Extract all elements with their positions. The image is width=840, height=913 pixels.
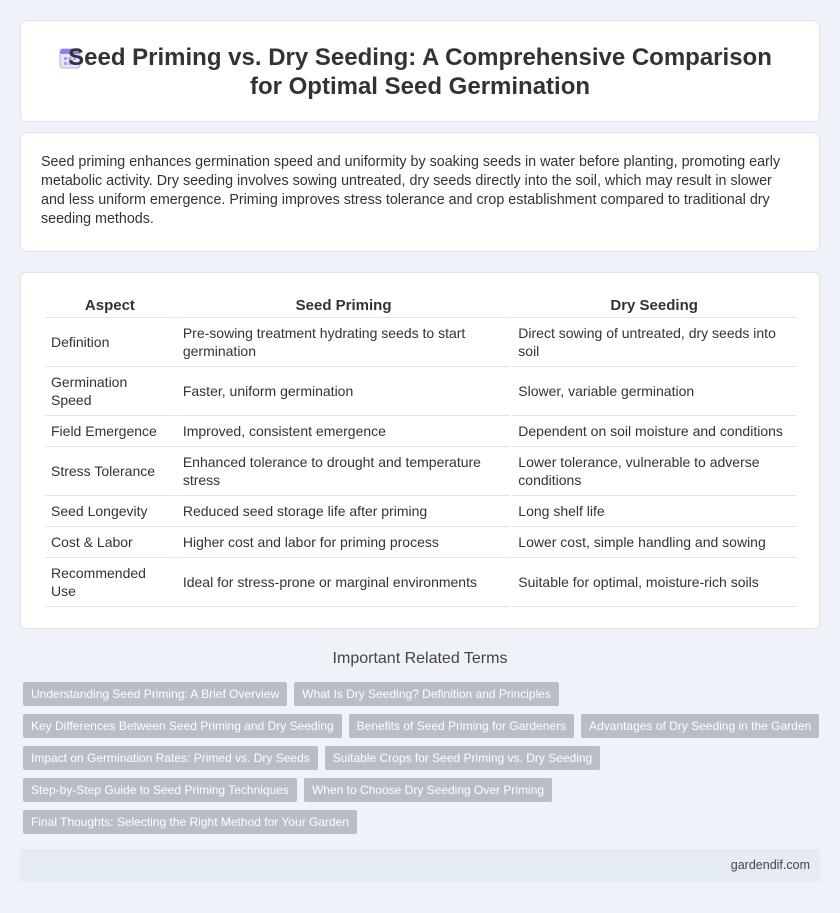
footer-site-name[interactable]: gardendif.com	[730, 858, 810, 872]
comparison-table	[43, 295, 798, 607]
table-cell: Improved, consistent emergence	[177, 416, 510, 447]
related-term-tag[interactable]: When to Choose Dry Seeding Over Priming	[304, 778, 552, 802]
table-cell: Suitable for optimal, moisture-rich soils	[512, 558, 796, 607]
table-cell: Faster, uniform germination	[177, 367, 510, 416]
tag-row	[23, 810, 823, 834]
related-terms-heading: Important Related Terms	[332, 650, 508, 667]
related-terms-list	[23, 682, 823, 842]
table-row	[45, 318, 796, 367]
footer	[20, 849, 820, 882]
table-cell: Ideal for stress-prone or marginal environments	[177, 558, 510, 607]
table-row	[45, 367, 796, 416]
intro-card	[20, 132, 820, 252]
related-term-tag[interactable]: Understanding Seed Priming: A Brief Overview	[23, 682, 287, 706]
related-term-tag[interactable]: Advantages of Dry Seeding in the Garden	[581, 714, 819, 738]
table-row	[45, 558, 796, 607]
table-cell: Definition	[45, 318, 175, 367]
intro-paragraph: Seed priming enhances germination speed and uniformity by soaking seeds in water before planting, promoting early metabolic activity. Dry seeding involves sowing untreated, dry seeds directly into the soil, which may result in slower and less uniform emergence. Priming improves stress tolerance and crop establishment compared to traditional dry seeding methods.	[41, 154, 781, 227]
table-row	[45, 496, 796, 527]
table-cell: Higher cost and labor for priming process	[177, 527, 510, 558]
table-cell: Long shelf life	[512, 496, 796, 527]
related-term-tag[interactable]: Suitable Crops for Seed Priming vs. Dry Seeding	[325, 746, 600, 770]
table-cell: Lower cost, simple handling and sowing	[512, 527, 796, 558]
table-cell: Field Emergence	[45, 416, 175, 447]
table-cell: Direct sowing of untreated, dry seeds into soil	[512, 318, 796, 367]
related-term-tag[interactable]: What Is Dry Seeding? Definition and Principles	[294, 682, 559, 706]
table-cell: Stress Tolerance	[45, 447, 175, 496]
table-cell: Reduced seed storage life after priming	[177, 496, 510, 527]
table-header-row	[45, 295, 796, 318]
tag-row	[23, 682, 823, 706]
table-row	[45, 447, 796, 496]
table-cell: Slower, variable germination	[512, 367, 796, 416]
table-row	[45, 416, 796, 447]
table-cell: Dependent on soil moisture and conditions	[512, 416, 796, 447]
table-cell: Seed Longevity	[45, 496, 175, 527]
header-card	[20, 20, 820, 122]
table-cell: Recommended Use	[45, 558, 175, 607]
page-title: Seed Priming vs. Dry Seeding: A Comprehensive Comparison for Optimal Seed Germination	[68, 44, 772, 100]
table-cell: Cost & Labor	[45, 527, 175, 558]
related-term-tag[interactable]: Final Thoughts: Selecting the Right Method for Your Garden	[23, 810, 357, 834]
table-cell: Lower tolerance, vulnerable to adverse conditions	[512, 447, 796, 496]
column-header-dry-seeding: Dry Seeding	[512, 295, 796, 318]
table-row	[45, 527, 796, 558]
column-header-aspect: Aspect	[45, 295, 175, 318]
column-header-seed-priming: Seed Priming	[177, 295, 510, 318]
table-cell: Enhanced tolerance to drought and temperature stress	[177, 447, 510, 496]
table-cell: Germination Speed	[45, 367, 175, 416]
tag-row	[23, 746, 823, 770]
comparison-card	[20, 272, 820, 629]
table-cell: Pre-sowing treatment hydrating seeds to start germination	[177, 318, 510, 367]
tag-row	[23, 714, 823, 738]
related-term-tag[interactable]: Impact on Germination Rates: Primed vs. Dry Seeds	[23, 746, 318, 770]
related-term-tag[interactable]: Key Differences Between Seed Priming and Dry Seeding	[23, 714, 342, 738]
tag-row	[23, 778, 823, 802]
related-term-tag[interactable]: Benefits of Seed Priming for Gardeners	[349, 714, 574, 738]
related-term-tag[interactable]: Step-by-Step Guide to Seed Priming Techniques	[23, 778, 297, 802]
